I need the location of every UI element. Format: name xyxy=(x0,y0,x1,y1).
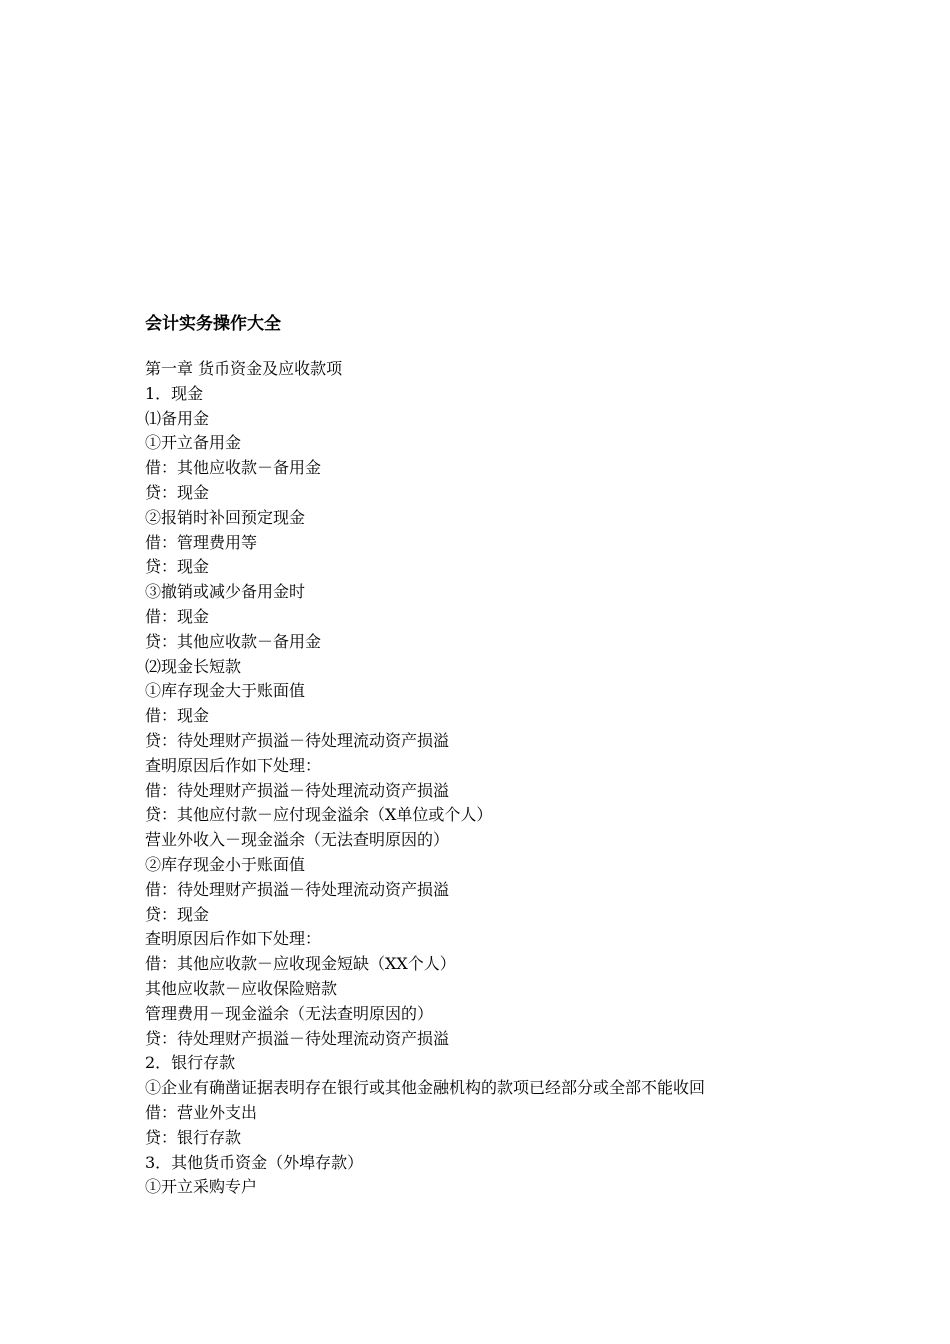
text-line: 借：待处理财产损溢－待处理流动资产损溢 xyxy=(145,879,450,899)
text-line: 贷：银行存款 xyxy=(145,1127,242,1147)
document-body xyxy=(145,357,905,1200)
text-line: 借：其他应收款－备用金 xyxy=(145,458,322,478)
text-line: 借：其他应收款－应收现金短缺（XX个人） xyxy=(145,954,456,974)
text-line: 其他应收款－应收保险赔款 xyxy=(145,978,338,998)
text-line: ⑴备用金 xyxy=(145,408,210,428)
text-line: 2．银行存款 xyxy=(145,1053,236,1073)
text-line: 借：待处理财产损溢－待处理流动资产损溢 xyxy=(145,780,450,800)
text-line: 贷：其他应付款－应付现金溢余（X单位或个人） xyxy=(145,805,493,825)
text-line: 贷：现金 xyxy=(145,482,210,502)
text-line: ①开立备用金 xyxy=(145,433,242,453)
text-line: 借：现金 xyxy=(145,706,210,726)
text-line: 贷：待处理财产损溢－待处理流动资产损溢 xyxy=(145,730,450,750)
text-line: ①企业有确凿证据表明存在银行或其他金融机构的款项已经部分或全部不能收回 xyxy=(145,1078,706,1098)
text-line: ①库存现金大于账面值 xyxy=(145,681,306,701)
text-line: ②库存现金小于账面值 xyxy=(145,854,306,874)
text-line: 3．其他货币资金（外埠存款） xyxy=(145,1152,364,1172)
text-line: ②报销时补回预定现金 xyxy=(145,507,306,527)
text-line: 1．现金 xyxy=(145,383,204,403)
text-line: 第一章 货币资金及应收款项 xyxy=(145,359,343,378)
text-line: 营业外收入－现金溢余（无法查明原因的） xyxy=(145,830,450,850)
text-line: 贷：现金 xyxy=(145,904,210,924)
text-line: 查明原因后作如下处理： xyxy=(145,929,322,949)
text-line: 借：现金 xyxy=(145,606,210,626)
text-line: 贷：现金 xyxy=(145,557,210,577)
text-line: 管理费用－现金溢余（无法查明原因的） xyxy=(145,1003,434,1023)
text-line: ③撤销或减少备用金时 xyxy=(145,582,306,602)
text-line: 贷：其他应收款－备用金 xyxy=(145,631,322,651)
text-line: 借：营业外支出 xyxy=(145,1102,258,1122)
text-line: 查明原因后作如下处理： xyxy=(145,755,322,775)
document-title: 会计实务操作大全 xyxy=(145,314,281,334)
text-line: 贷：待处理财产损溢－待处理流动资产损溢 xyxy=(145,1028,450,1048)
text-line: 借：管理费用等 xyxy=(145,532,258,552)
text-line: ⑵现金长短款 xyxy=(145,656,242,676)
text-line: ①开立采购专户 xyxy=(145,1177,258,1197)
